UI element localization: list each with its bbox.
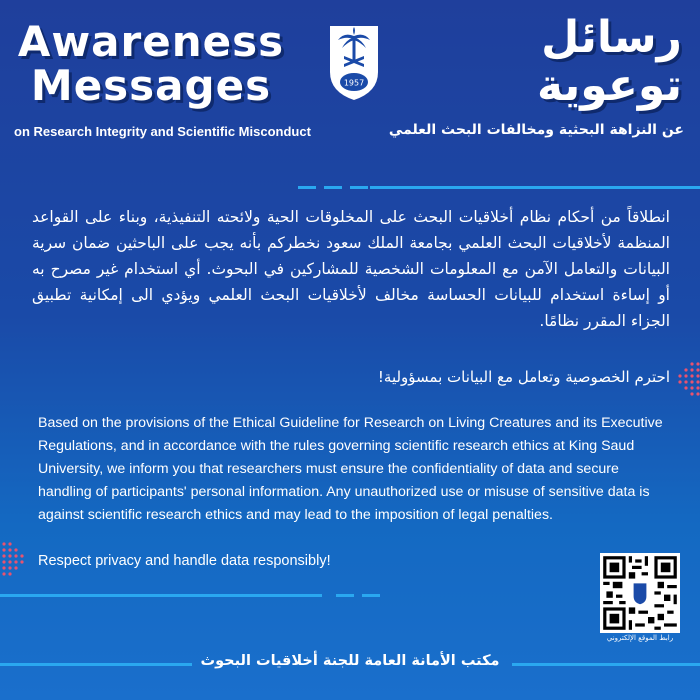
bottom-divider-dashes xyxy=(336,594,380,597)
qr-code[interactable] xyxy=(600,553,680,633)
subtitle-arabic: عن النزاهة البحثية ومخالفات البحث العلمي xyxy=(388,122,684,138)
english-body-text: Based on the provisions of the Ethical Guideline for Research on Living Creatures and its Executive Regulations, and in accordance with the rules governing scientific research ethics at King Saud University, we inform you that researchers must ensure the confidentiality of data and secure handling of participants' personal information. Any unauthorized use or misuse of sensitive data is against scientific research ethics and may lead to the imposition of legal penalties. xyxy=(38,415,663,523)
decorative-dots-right xyxy=(672,360,700,400)
decorative-dots-left xyxy=(0,540,30,580)
top-divider-dashes xyxy=(298,186,368,189)
title-arabic-line2: توعوية xyxy=(537,60,682,111)
title-english-line2: Messages xyxy=(30,61,272,110)
title-english xyxy=(16,17,286,110)
title-english-line1: Awareness xyxy=(17,17,285,66)
qr-label: رابط الموقع الإلكتروني xyxy=(606,634,674,642)
footer-office-name: مكتب الأمانة العامة للجنة أخلاقيات البحوث xyxy=(200,653,500,669)
logo-year: 1957 xyxy=(343,78,365,88)
subtitle-english: on Research Integrity and Scientific Misconduct xyxy=(14,124,311,139)
english-motto: Respect privacy and handle data responsibly! xyxy=(38,553,331,569)
footer-divider-line-right xyxy=(512,663,700,666)
arabic-body-text: انطلاقاً من أحكام نظام أخلاقيات البحث على المخلوقات الحية ولائحته التنفيذية، وبناء على القواعد المنظمة لأخلاقيات البحث العلمي بجامعة الملك سعود نخطركم بأنه يجب على الباحثين ضمان سرية البيانات والتعامل الآمن مع المعلومات الشخصية للمشاركين في البحوث. أي استخدام غير مصرح به أو إساءة استخدام للبيانات الحساسة مخالف لأخلاقيات البحث العلمي ويؤدي الى إمكانية تطبيق الجزاء المقرر نظامًا. xyxy=(32,208,670,330)
bottom-divider-line xyxy=(0,594,322,597)
arabic-motto: احترم الخصوصية وتعامل مع البيانات بمسؤولية! xyxy=(377,368,670,386)
university-logo xyxy=(326,22,382,102)
title-arabic xyxy=(462,14,682,110)
title-arabic-line1: رسائل xyxy=(541,12,682,63)
top-divider-line xyxy=(370,186,700,189)
